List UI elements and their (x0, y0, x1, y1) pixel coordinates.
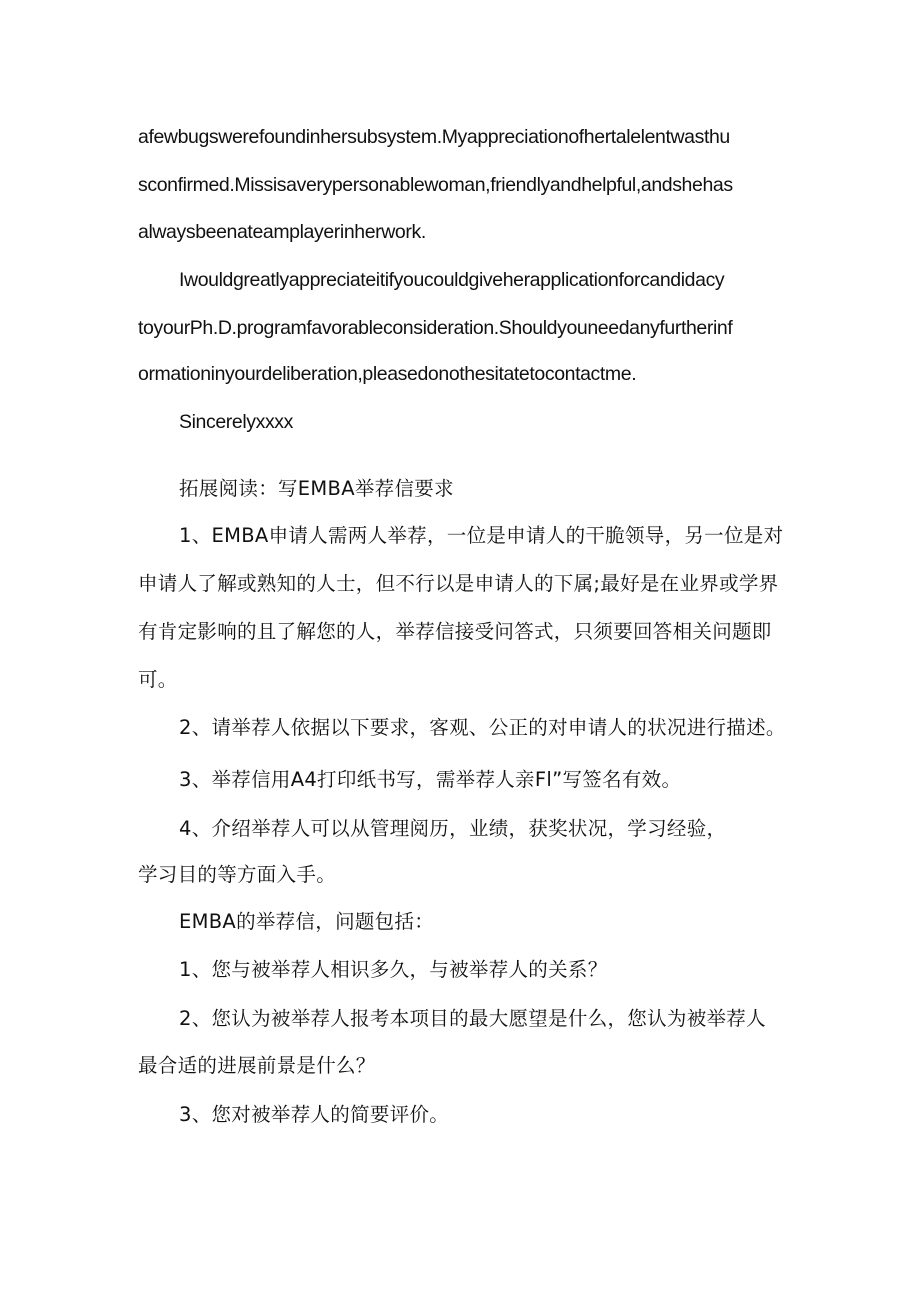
requirement-line: 申请人了解或熟知的人士，但不行以是申请人的下属;最好是在业界或学界 (138, 572, 779, 595)
requirement-line: 3、举荐信用A4打印纸书写，需举荐人亲Fl”写签名有效。 (179, 768, 682, 791)
question-line: 2、您认为被举荐人报考本项目的最大愿望是什么，您认为被举荐人 (179, 1007, 766, 1030)
requirement-line: 有肯定影响的且了解您的人，举荐信接受问答式，只须要回答相关问题即 (138, 620, 772, 643)
letter-line: alwaysbeenateamplayerinherwork. (138, 221, 426, 243)
questions-intro: EMBA的举荐信，问题包括： (179, 910, 435, 933)
letter-line: ormationinyourdeliberation,pleasedonothesitatetocontactme. (138, 363, 637, 385)
requirement-line: 2、请举荐人依据以下要求，客观、公正的对申请人的状况进行描述。 (179, 716, 786, 739)
letter-line: Iwouldgreatlyappreciateitifyoucouldgiveherapplicationforcandidacy (179, 269, 725, 291)
letter-line: toyourPh.D.programfavorableconsideration.Shouldyouneedanyfurtherinf (138, 317, 733, 339)
letter-closing: Sincerelyxxxx (179, 411, 293, 433)
letter-line: sconfirmed.Missisaverypersonablewoman,friendlyandhelpful,andshehas (138, 174, 733, 196)
requirement-line: 可。 (138, 668, 178, 691)
letter-line: afewbugswerefoundinhersubsystem.Myappreciationofhertalelentwasthu (138, 126, 730, 148)
question-line: 1、您与被举荐人相识多久，与被举荐人的关系？ (179, 958, 608, 981)
requirement-line: 1、EMBA申请人需两人举荐，一位是申请人的干脆领导，另一位是对 (179, 524, 784, 547)
requirement-line: 4、介绍举荐人可以从管理阅历，业绩，获奖状况，学习经验， (179, 817, 727, 840)
question-line: 最合适的进展前景是什么？ (138, 1054, 376, 1077)
extended-reading-title: 拓展阅读：写EMBA举荐信要求 (179, 477, 454, 500)
question-line: 3、您对被举荐人的简要评价。 (179, 1103, 450, 1126)
requirement-line: 学习目的等方面入手。 (138, 863, 337, 886)
